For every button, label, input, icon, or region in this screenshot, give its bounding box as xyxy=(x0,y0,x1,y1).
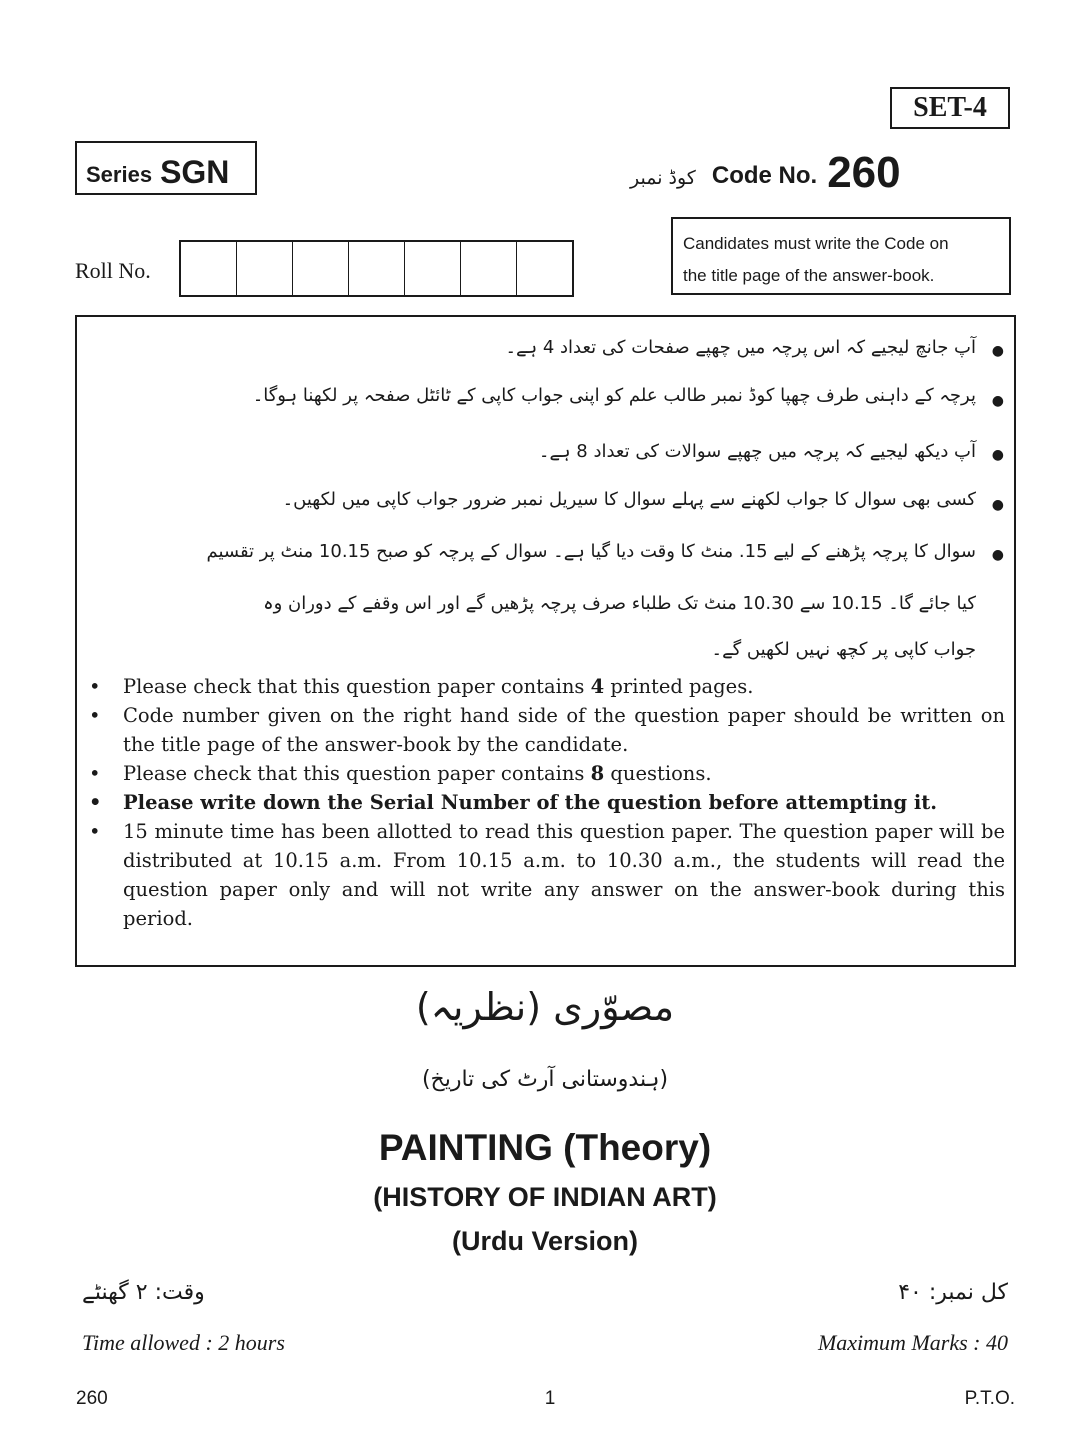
code-number-row xyxy=(630,145,901,195)
instruction-item: • Code number given on the right hand side of the question paper should be written on the title page of the answer-book by the candidate. xyxy=(87,701,1005,759)
roll-number-cell[interactable] xyxy=(517,242,572,295)
code-number-urdu-label: کوڈ نمبر xyxy=(630,167,696,189)
set-number-box: SET-4 xyxy=(890,87,1010,129)
urdu-instruction: کسی بھی سوال کا جواب لکھنے سے پہلے سوال کا سیریل نمبر ضرور جواب کاپی میں لکھیں۔ xyxy=(282,489,976,510)
time-allowed-urdu: وقت: ۲ گھنٹے xyxy=(82,1280,205,1305)
english-subtitle: (HISTORY OF INDIAN ART) xyxy=(373,1182,717,1212)
instruction-item: • Please check that this question paper contains 4 printed pages. xyxy=(87,672,1005,701)
urdu-subtitle: (ہندوستانی آرٹ کی تاریخ) xyxy=(421,1067,669,1092)
code-number-value: 260 xyxy=(827,148,901,197)
instruction-item: • Please write down the Serial Number of the question before attempting it. xyxy=(87,788,1005,817)
version-label: (Urdu Version) xyxy=(451,1226,639,1256)
urdu-bullet: ● xyxy=(991,547,1004,563)
roll-number-cell[interactable] xyxy=(237,242,293,295)
urdu-bullet: ● xyxy=(991,343,1004,359)
urdu-instruction: آپ دیکھ لیجیے کہ پرچہ میں چھپے سوالات کی تعداد 8 ہے۔ xyxy=(538,441,976,462)
footer-code: 260 xyxy=(76,1388,108,1409)
roll-number-cell[interactable] xyxy=(405,242,461,295)
roll-number-boxes[interactable] xyxy=(179,240,574,297)
code-number-label: Code No. xyxy=(711,162,818,189)
roll-number-cell[interactable] xyxy=(349,242,405,295)
roll-number-cell[interactable] xyxy=(181,242,237,295)
series-value: SGN xyxy=(160,154,230,190)
urdu-bullet: ● xyxy=(991,393,1004,409)
series-label: Series xyxy=(86,162,153,187)
maximum-marks-urdu: کل نمبر: ۴۰ xyxy=(898,1280,1008,1305)
series-box xyxy=(75,141,257,195)
instruction-item: • 15 minute time has been allotted to read this question paper. The question paper will be distributed at 10.15 a.m. From 10.15 a.m. to 10.30 a.m., the students will read the question paper only and will not write any answer on the answer-book during this period. xyxy=(87,817,1005,933)
roll-number-cell[interactable] xyxy=(461,242,517,295)
instructions-box xyxy=(75,315,1016,967)
footer-page-number: 1 xyxy=(544,1388,556,1409)
urdu-title: مصوّری (نظریہ) xyxy=(415,985,675,1029)
roll-number-label: Roll No. xyxy=(75,258,151,283)
urdu-bullet: ● xyxy=(991,497,1004,513)
instruction-item: • Please check that this question paper contains 8 questions. xyxy=(87,759,1005,788)
urdu-instruction-continuation: جواب کاپی پر کچھ نہیں لکھیں گے۔ xyxy=(711,639,976,660)
urdu-instruction: سوال کا پرچہ پڑھنے کے لیے 15. منٹ کا وقت دیا گیا ہے۔ سوال کے پرچہ کو صبح 10.15 منٹ پر تقسیم xyxy=(206,541,976,562)
english-instructions xyxy=(87,672,1005,933)
urdu-instruction: پرچہ کے داہنی طرف چھپا کوڈ نمبر طالب علم کو اپنی جواب کاپی کے ٹائٹل صفحہ پر لکھنا ہوگا۔ xyxy=(252,385,976,406)
time-allowed: Time allowed : 2 hours xyxy=(82,1330,285,1355)
candidate-note-line: Candidates must write the Code on xyxy=(683,234,949,253)
urdu-instruction: آپ جانچ لیجیے کہ اس پرچہ میں چھپے صفحات کی تعداد 4 ہے۔ xyxy=(505,337,976,358)
maximum-marks: Maximum Marks : 40 xyxy=(817,1330,1008,1355)
urdu-bullet: ● xyxy=(991,447,1004,463)
urdu-instruction-continuation: کیا جائے گا۔ 10.15 سے 10.30 منٹ تک طلباء صرف پرچہ پڑھیں گے اور اس وقفے کے دوران وہ xyxy=(263,593,976,614)
roll-number-cell[interactable] xyxy=(293,242,349,295)
candidate-note-box xyxy=(671,217,1011,295)
candidate-note-line: the title page of the answer-book. xyxy=(683,266,935,285)
english-title: PAINTING (Theory) xyxy=(378,1127,712,1168)
footer-pto: P.T.O. xyxy=(964,1388,1015,1409)
